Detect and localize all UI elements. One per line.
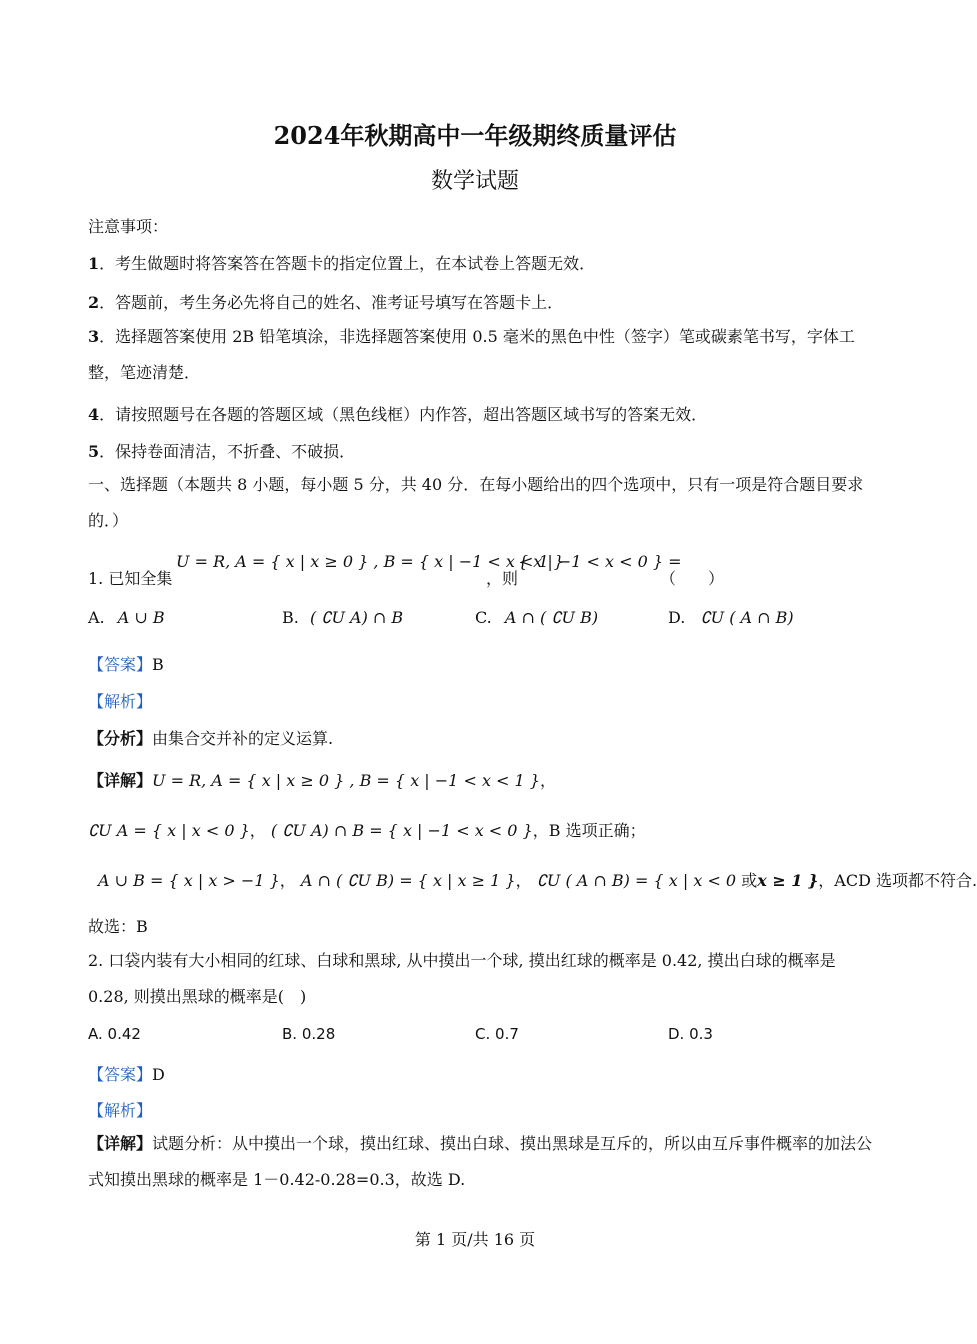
option-label: B. [282,608,299,627]
detail-punct: ， [515,871,532,890]
detail-expr: x ≥ 1 } [757,871,819,890]
option-label: C. [475,1025,491,1043]
q1-fenxi [88,726,333,749]
q2-option-d[interactable] [668,1025,713,1043]
q1-given-expr: U = R, A = { x | x ≥ 0 } , B = { x | −1 < x < 1 } [176,552,564,571]
detail-tag: 【详解】 [88,1134,153,1153]
option-label: A. [88,1025,103,1043]
q2-option-b[interactable] [282,1025,335,1043]
notice-text: ．请按照题号在各题的答题区域（黑色线框）内作答，超出答题区域书写的答案无效． [99,405,708,424]
answer-value: D [152,1065,165,1084]
detail-text: ，ACD 选项都不符合. [818,871,977,890]
notice-item [88,251,595,274]
option-label: D. [668,1025,685,1043]
q1-option-c[interactable] [475,608,598,627]
q2-option-c[interactable] [475,1025,519,1043]
fenxi-tag: 【分析】 [88,729,153,748]
notice-num: 4 [88,405,100,424]
q1-option-b[interactable] [282,608,403,627]
option-value: 0.7 [495,1025,519,1043]
q2-detail [88,1126,878,1198]
notice-num: 3 [88,327,100,346]
detail-expr: ( ∁U A) ∩ B = { x | −1 < x < 0 } [270,821,533,840]
notice-item [88,319,878,391]
option-value: 0.28 [301,1025,336,1043]
notice-text: ．保持卷面清洁，不折叠、不破损． [99,442,356,461]
page-footer: 第 1 页/共 16 页 [414,1230,536,1249]
answer-tag: 【答案】 [88,655,153,674]
q1-option-d[interactable] [668,608,794,627]
notice-num: 1 [88,254,100,273]
detail-expr: U = R, A = { x | x ≥ 0 } , B = { x | −1 < x < 1 } [152,771,540,790]
q2-analysis-tag: 【解析】 [88,1101,153,1120]
detail-text: 或 [741,871,758,890]
notice-text: ．答题前，考生务必先将自己的姓名、准考证号填写在答题卡上． [99,293,564,312]
q1-mid: ，则 [486,569,519,588]
detail-punct: ， [539,771,556,790]
option-expr: A ∪ B [117,608,165,627]
option-expr: A ∩ ( ∁U B) [504,608,599,627]
detail-expr: A ∩ ( ∁U B) = { x | x ≥ 1 } [300,871,516,890]
q1-analysis-tag: 【解析】 [88,692,153,711]
q1-answer [88,652,164,675]
detail-expr: A ∪ B = { x | x > −1 } [98,871,280,890]
notice-item [88,402,707,425]
detail-text: ，B 选项正确； [532,821,646,840]
option-label: A. [88,608,105,627]
detail-punct: ， [279,871,296,890]
notice-item [88,290,563,313]
option-value: 0.42 [107,1025,141,1043]
q1-prefix: 1. 已知全集 [88,569,173,588]
page-subtitle: 数学试题 [430,169,519,194]
q2-answer [88,1062,165,1085]
page-title: 2024年秋期高中一年级期终质量评估 [273,121,677,150]
notice-item [88,439,355,462]
option-label: C. [475,608,492,627]
q2-option-a[interactable] [88,1025,141,1043]
q1-detail-line2 [88,818,646,841]
detail-tag: 【详解】 [88,771,153,790]
detail-punct: ， [249,821,266,840]
notice-text: ．考生做题时将答案答在答题卡的指定位置上，在本试卷上答题无效． [99,254,596,273]
notice-text: ．选择题答案使用 2B 铅笔填涂，非选择题答案使用 0.5 毫米的黑色中性（签字）笔或碳素笔书写，字体工整，笔迹清楚． [88,327,855,382]
q1-target-expr: { x | −1 < x < 0 } = [518,552,682,571]
notice-num: 2 [88,293,100,312]
q1-conclusion: 故选：B [88,917,148,936]
fenxi-text: 由集合交并补的定义运算. [152,729,334,748]
detail-text: 试题分析：从中摸出一个球，摸出红球、摸出白球、摸出黑球是互斥的，所以由互斥事件概率的加法公式知摸出黑球的概率是 1－0.42-0.28=0.3，故选 D. [88,1134,873,1189]
answer-value: B [152,655,164,674]
option-expr: ∁U ( A ∩ B) [700,608,794,627]
option-expr: ( ∁U A) ∩ B [309,608,404,627]
option-label: B. [282,1025,298,1043]
option-label: D. [668,608,686,627]
detail-expr: ∁U A = { x | x < 0 } [88,821,250,840]
section-heading: 一、选择题（本题共 8 小题，每小题 5 分，共 40 分．在每小题给出的四个选项中，只有一项是符合题目要求的．） [88,475,864,530]
q1-option-a[interactable] [88,608,165,627]
q1-paren: （ ） [660,569,725,588]
detail-expr: ∁U ( A ∩ B) = { x | x < 0 [536,871,737,890]
q1-detail-line1 [88,768,556,791]
q2-stem: 2. 口袋内装有大小相同的红球、白球和黑球, 从中摸出一个球, 摸出红球的概率是 0.42, 摸出白球的概率是 0.28, 则摸出黑球的概率是( ) [88,951,836,1006]
notice-heading: 注意事项： [88,217,169,236]
q1-detail-line3 [98,868,977,891]
answer-tag: 【答案】 [88,1065,153,1084]
notice-num: 5 [88,442,100,461]
option-value: 0.3 [689,1025,713,1043]
